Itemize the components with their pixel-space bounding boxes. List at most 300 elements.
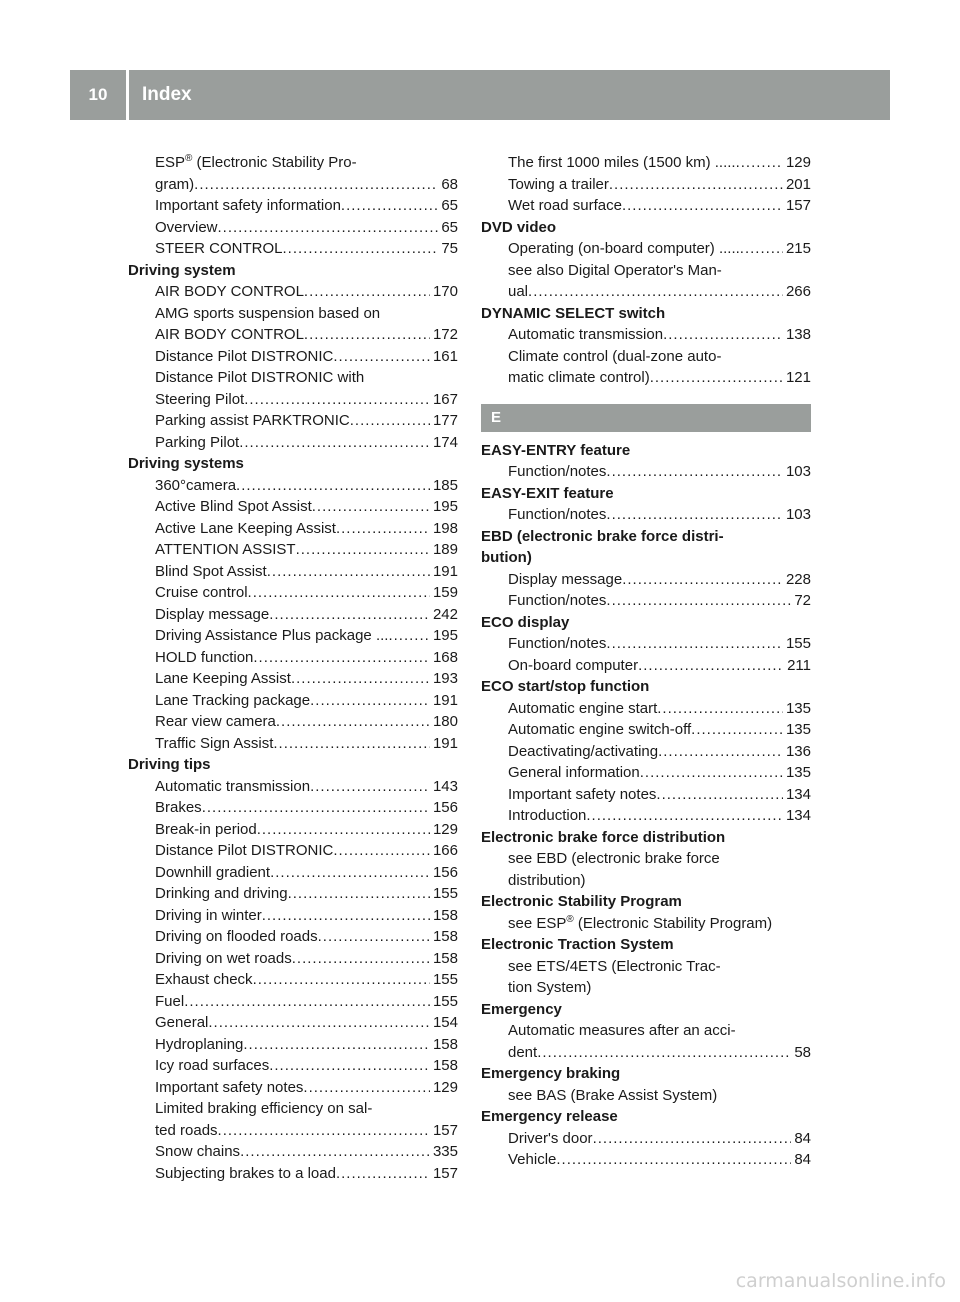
index-heading: Electronic Stability Program [481, 893, 682, 910]
see-reference[interactable]: see BAS (Brake Assist System) [508, 1086, 718, 1104]
page-ref[interactable]: 154 [432, 1014, 458, 1031]
entry-text: AIR BODY CONTROL [155, 326, 304, 343]
page-ref[interactable]: 166 [432, 842, 458, 859]
entry-text: STEER CONTROL [155, 240, 283, 257]
entry-text: matic climate control) [508, 369, 650, 386]
dot-leader [269, 1055, 430, 1077]
page-ref[interactable]: 193 [432, 670, 458, 687]
dot-leader [292, 948, 430, 970]
entry-text: Display message [508, 570, 623, 588]
dot-leader [336, 1163, 430, 1185]
page-ref[interactable]: 155 [785, 635, 811, 652]
page-ref[interactable]: 266 [785, 283, 811, 300]
page-ref[interactable]: 198 [432, 519, 458, 537]
index-entry-text: Limited braking efficiency on sal- [155, 1100, 373, 1117]
page-ref[interactable]: 228 [785, 570, 811, 588]
index-entry[interactable] [155, 1055, 458, 1077]
entry-text: Automatic transmission [155, 777, 311, 795]
page-ref[interactable]: 157 [432, 1164, 458, 1182]
index-entry[interactable] [155, 539, 458, 561]
index-entry[interactable] [508, 174, 811, 196]
index-entry[interactable] [155, 883, 458, 905]
index-entry[interactable] [508, 698, 811, 720]
index-entry[interactable] [508, 1042, 811, 1064]
index-entry[interactable] [155, 518, 458, 540]
entry-text: Driving on wet roads [155, 949, 292, 967]
see-reference[interactable]: distribution) [508, 871, 586, 889]
index-entry-text [155, 152, 458, 174]
entry-text: Introduction [508, 807, 587, 824]
index-entry[interactable] [155, 582, 458, 604]
dot-leader [606, 590, 791, 612]
page-ref[interactable]: 103 [785, 506, 811, 523]
page-ref[interactable]: 156 [432, 863, 458, 881]
entry-text: Vehicle [508, 1151, 557, 1168]
dot-leader [650, 367, 783, 389]
dot-leader [244, 389, 430, 411]
dot-leader [262, 905, 430, 927]
page-ref[interactable]: 170 [432, 283, 458, 300]
index-entry[interactable] [155, 797, 458, 819]
entry-text: Parking assist PARKTRONIC [155, 412, 350, 429]
dot-leader [248, 582, 430, 604]
index-entry[interactable] [508, 762, 811, 784]
dot-leader [270, 862, 430, 884]
dot-leader [528, 281, 783, 303]
index-group-driving-systems [128, 475, 458, 755]
page-ref[interactable]: 65 [441, 197, 458, 214]
index-entry[interactable] [155, 948, 458, 970]
entry-text: Drinking and driving [155, 885, 288, 902]
entry-text: Driving Assistance Plus package ... [155, 627, 389, 644]
index-entry[interactable] [155, 625, 458, 647]
index-entry-text: AMG sports suspension based on [155, 304, 381, 322]
dot-leader [336, 518, 430, 540]
page-ref[interactable]: 157 [785, 197, 811, 214]
page-ref[interactable]: 134 [785, 785, 811, 803]
index-heading: Driving tips [128, 756, 211, 773]
index-entry[interactable] [155, 905, 458, 927]
page-ref[interactable]: 84 [794, 1129, 811, 1147]
index-entry[interactable] [155, 324, 458, 346]
entry-text: Distance Pilot DISTRONIC [155, 347, 334, 365]
entry-text: Automatic engine start [508, 699, 658, 717]
entry-text: Deactivating/activating [508, 742, 659, 760]
index-group-emergency-release [481, 1128, 811, 1171]
index-entry[interactable] [155, 862, 458, 884]
dot-leader [736, 152, 783, 174]
index-entry[interactable] [155, 174, 458, 196]
page-ref[interactable]: 68 [441, 175, 458, 193]
entry-text: 360°camera [155, 476, 237, 494]
entry-text: Rear view camera [155, 713, 276, 730]
entry-text: ATTENTION ASSIST [155, 541, 296, 558]
entry-text: AIR BODY CONTROL [155, 283, 304, 300]
index-entry[interactable] [155, 604, 458, 626]
page-ref[interactable]: 242 [432, 605, 458, 623]
page-ref[interactable]: 65 [441, 218, 458, 236]
index-group-dynamic-select [481, 324, 811, 389]
page-ref[interactable]: 201 [785, 175, 811, 193]
index-entry[interactable] [155, 819, 458, 841]
entry-text: Important safety notes [155, 1078, 304, 1096]
index-heading: ECO start/stop function [481, 678, 650, 695]
index-group-continued [481, 152, 811, 217]
entry-text: Steering Pilot [155, 390, 245, 408]
dot-leader [218, 217, 439, 239]
index-group-driving-system [128, 281, 458, 453]
page-ref[interactable]: 155 [432, 992, 458, 1010]
index-group-emergency [481, 1020, 811, 1063]
index-heading: Emergency [481, 1000, 562, 1018]
index-entry[interactable] [508, 719, 811, 741]
entry-text: Important safety notes [508, 785, 657, 803]
page-ref[interactable]: 177 [432, 412, 458, 429]
dot-leader [663, 324, 783, 346]
page-ref[interactable]: 138 [785, 326, 811, 343]
page-ref[interactable]: 136 [785, 742, 811, 760]
watermark: carmanualsonline.info [735, 1270, 946, 1292]
see-reference[interactable]: see EBD (electronic brake force [508, 850, 720, 867]
dot-leader [388, 625, 430, 647]
index-entry-text: Automatic measures after an acci- [508, 1022, 736, 1039]
index-entry[interactable] [155, 1012, 458, 1034]
dot-leader [350, 410, 430, 432]
dot-leader [236, 475, 430, 497]
index-entry[interactable] [155, 475, 458, 497]
dot-leader [303, 1077, 430, 1099]
page-number: 10 [88, 85, 108, 104]
index-entry[interactable] [155, 496, 458, 518]
see-reference[interactable]: see ETS/4ETS (Electronic Trac- [508, 957, 721, 975]
dot-leader [296, 539, 430, 561]
page-ref[interactable]: 195 [432, 498, 458, 515]
dot-leader [273, 733, 430, 755]
index-entry[interactable] [508, 504, 811, 526]
index-entry[interactable] [508, 324, 811, 346]
page-ref[interactable]: 191 [432, 734, 458, 752]
index-entry[interactable] [155, 711, 458, 733]
dot-leader [253, 647, 430, 669]
page-ref[interactable]: 172 [432, 326, 458, 343]
index-entry-text: Distance Pilot DISTRONIC with [155, 369, 365, 386]
dot-leader [333, 346, 430, 368]
index-entry[interactable] [155, 389, 458, 411]
entry-text: Distance Pilot DISTRONIC [155, 842, 334, 859]
page-ref[interactable]: 191 [432, 691, 458, 709]
index-entry[interactable] [155, 776, 458, 798]
index-group-traction-system [481, 956, 811, 999]
entry-text: ual [508, 283, 529, 300]
index-entry[interactable] [508, 281, 811, 303]
page-ref[interactable]: 129 [785, 154, 811, 171]
entry-text: Break-in period [155, 820, 257, 838]
entry-text: Downhill gradient [155, 863, 271, 881]
entry-text: ted roads [155, 1121, 218, 1139]
entry-list [155, 1141, 458, 1184]
entry-text: Blind Spot Assist [155, 562, 267, 580]
index-entry[interactable] [155, 432, 458, 454]
entry-text: Function/notes [508, 635, 607, 652]
index-group-esp [128, 152, 458, 260]
page-ref[interactable]: 155 [432, 885, 458, 902]
index-heading: bution) [481, 549, 532, 566]
index-entry[interactable] [155, 969, 458, 991]
entry-text: Automatic transmission [508, 326, 664, 343]
index-entry[interactable] [508, 741, 811, 763]
index-entry[interactable] [155, 1141, 458, 1163]
index-heading: Emergency release [481, 1108, 618, 1125]
index-entry[interactable] [155, 561, 458, 583]
page-ref[interactable]: 161 [432, 347, 458, 365]
entry-text: Overview [155, 218, 218, 236]
entry-text: General information [508, 764, 640, 781]
index-entry[interactable] [155, 281, 458, 303]
index-entry[interactable] [155, 668, 458, 690]
index-entry[interactable] [508, 569, 811, 591]
index-entry[interactable] [508, 1128, 811, 1150]
page-ref[interactable]: 135 [785, 699, 811, 717]
index-heading: DYNAMIC SELECT switch [481, 304, 666, 322]
index-group-eco-display [481, 633, 811, 676]
dot-leader [640, 762, 783, 784]
entry-text: see ESP [508, 914, 567, 932]
index-entry[interactable] [155, 926, 458, 948]
index-entry[interactable] [155, 217, 458, 239]
dot-leader [184, 991, 430, 1013]
dot-leader [288, 883, 430, 905]
index-heading: Electronic brake force distribution [481, 828, 726, 846]
entry-text: HOLD function [155, 648, 254, 666]
entry-text: Active Lane Keeping Assist [155, 519, 336, 537]
entry-text: Function/notes [508, 506, 607, 523]
entry-text: Brakes [155, 799, 202, 816]
dot-leader [239, 432, 430, 454]
page-ref[interactable]: 185 [432, 476, 458, 494]
index-heading: Electronic Traction System [481, 936, 674, 953]
page-header [70, 70, 890, 120]
dot-leader [304, 281, 430, 303]
entry-text: Hydroplaning [155, 1035, 244, 1053]
registered-mark: ® [185, 153, 193, 164]
page-ref[interactable]: 135 [785, 721, 811, 738]
index-group-ebd [481, 569, 811, 612]
index-entry[interactable] [508, 784, 811, 806]
page-ref[interactable]: 135 [785, 764, 811, 781]
index-entry[interactable] [155, 647, 458, 669]
entry-text: Driving in winter [155, 906, 262, 924]
page-ref[interactable]: 158 [432, 949, 458, 967]
dot-leader [638, 655, 784, 677]
entry-text: Display message [155, 605, 270, 623]
index-heading: EBD (electronic brake force distri- [481, 527, 724, 545]
dot-leader [656, 784, 783, 806]
dot-leader [267, 561, 430, 583]
dot-leader [606, 504, 783, 526]
index-heading: Emergency braking [481, 1065, 621, 1082]
dot-leader [291, 668, 430, 690]
page-ref[interactable]: 157 [432, 1121, 458, 1139]
entry-text: gram) [155, 175, 195, 193]
dot-leader [537, 1042, 791, 1064]
page-ref[interactable]: 174 [432, 433, 458, 451]
index-entry[interactable] [155, 840, 458, 862]
entry-text: Automatic engine switch-off [508, 721, 692, 738]
dot-leader [740, 238, 783, 260]
entry-text: (Electronic Stability Program) [573, 914, 773, 932]
page-ref[interactable]: 168 [432, 648, 458, 666]
entry-text: Driving on flooded roads [155, 928, 318, 945]
page-ref[interactable]: 159 [432, 584, 458, 601]
page-ref[interactable]: 158 [432, 906, 458, 924]
index-group-eco-start-stop [481, 698, 811, 827]
entry-text: Fuel [155, 992, 185, 1010]
index-entry[interactable] [508, 461, 811, 483]
page-ref[interactable]: 75 [441, 240, 458, 257]
entry-text: ESP [155, 154, 186, 171]
page-ref[interactable]: 134 [785, 807, 811, 824]
index-entry[interactable] [508, 152, 811, 174]
page-ref[interactable]: 156 [432, 799, 458, 816]
index-entry[interactable] [155, 1120, 458, 1142]
entry-text: General [155, 1014, 209, 1031]
page-ref[interactable]: 121 [785, 369, 811, 386]
page-ref[interactable]: 58 [794, 1043, 811, 1061]
index-entry[interactable] [155, 690, 458, 712]
entry-text: Lane Keeping Assist [155, 670, 291, 687]
dot-leader [202, 797, 430, 819]
entry-text: The first 1000 miles (1500 km) ..... [508, 154, 736, 171]
entry-text: Wet road surface [508, 197, 622, 214]
entry-text: Operating (on-board computer) ..... [508, 240, 740, 257]
dot-leader [609, 174, 783, 196]
index-heading: ECO display [481, 613, 570, 631]
page-ref[interactable]: 335 [432, 1143, 458, 1160]
index-entry[interactable] [508, 805, 811, 827]
entry-text: Exhaust check [155, 971, 253, 988]
index-entry[interactable] [508, 1149, 811, 1171]
page-ref[interactable]: 103 [785, 463, 811, 480]
index-entry[interactable] [508, 195, 811, 217]
dot-leader [622, 195, 783, 217]
page-ref[interactable]: 129 [432, 1078, 458, 1096]
index-entry[interactable] [155, 991, 458, 1013]
page-ref[interactable]: 195 [432, 627, 458, 644]
index-heading: DVD video [481, 218, 557, 236]
index-column-left [128, 152, 458, 1184]
dot-leader [556, 1149, 791, 1171]
dot-leader [257, 819, 430, 841]
entry-text: Active Blind Spot Assist [155, 498, 312, 515]
dot-leader [606, 633, 783, 655]
index-group-easy-exit [481, 504, 811, 526]
index-entry-text: see also Digital Operator's Man- [508, 261, 722, 279]
dot-leader [269, 604, 430, 626]
index-entry[interactable] [508, 238, 811, 260]
index-entry[interactable] [508, 590, 811, 612]
dot-leader [312, 496, 430, 518]
page-ref[interactable]: 129 [432, 820, 458, 838]
index-entry[interactable] [155, 410, 458, 432]
dot-leader [304, 324, 430, 346]
page-ref[interactable]: 180 [432, 713, 458, 730]
dot-leader [622, 569, 783, 591]
dot-leader [310, 776, 430, 798]
index-entry[interactable] [155, 733, 458, 755]
dot-leader [318, 926, 430, 948]
index-entry[interactable] [155, 1034, 458, 1056]
dot-leader [208, 1012, 430, 1034]
page-ref[interactable]: 167 [432, 390, 458, 408]
page-title: Index [142, 84, 192, 105]
index-entry[interactable] [155, 1077, 458, 1099]
index-entry[interactable] [155, 346, 458, 368]
index-group-brake-force [481, 848, 811, 891]
entry-text: Traffic Sign Assist [155, 734, 274, 752]
entry-text: Function/notes [508, 592, 607, 609]
page-ref[interactable]: 72 [794, 592, 811, 609]
page-ref[interactable]: 158 [432, 928, 458, 945]
entry-text: Subjecting brakes to a load [155, 1164, 336, 1182]
entry-text: Cruise control [155, 584, 248, 601]
index-entry[interactable] [155, 1163, 458, 1185]
page-ref[interactable]: 155 [432, 971, 458, 988]
see-reference[interactable] [508, 913, 811, 935]
index-heading: EASY-EXIT feature [481, 484, 614, 502]
index-column-right [481, 152, 811, 1171]
index-heading: EASY-ENTRY feature [481, 441, 631, 459]
index-entry[interactable] [508, 633, 811, 655]
page-ref[interactable]: 158 [432, 1035, 458, 1053]
page-ref[interactable]: 189 [432, 541, 458, 558]
entry-text: Parking Pilot [155, 433, 240, 451]
page-ref[interactable]: 84 [794, 1151, 811, 1168]
index-entry[interactable] [508, 367, 811, 389]
page-ref[interactable]: 191 [432, 562, 458, 580]
index-entry[interactable] [508, 655, 811, 677]
entry-text: On-board computer [508, 656, 639, 674]
registered-mark: ® [566, 913, 574, 925]
dot-leader [240, 1141, 430, 1163]
letter-section-bar: E [481, 404, 811, 432]
dot-leader [333, 840, 430, 862]
page-ref[interactable]: 158 [432, 1057, 458, 1074]
dot-leader [341, 195, 438, 217]
dot-leader [218, 1120, 430, 1142]
page-ref[interactable]: 211 [787, 656, 811, 674]
index-entry[interactable] [155, 195, 458, 217]
dot-leader [253, 969, 430, 991]
see-reference[interactable]: tion System) [508, 979, 592, 996]
index-entry-text: Climate control (dual-zone auto- [508, 347, 722, 365]
entry-text: Lane Tracking package [155, 691, 311, 709]
entry-text: Snow chains [155, 1143, 241, 1160]
index-heading: Driving system [128, 261, 236, 279]
entry-text: Function/notes [508, 463, 607, 480]
index-group-dvd [481, 238, 811, 303]
dot-leader [658, 741, 783, 763]
dot-leader [586, 805, 783, 827]
page-ref[interactable]: 215 [785, 240, 811, 257]
page-ref[interactable]: 143 [432, 777, 458, 795]
header-divider [126, 70, 129, 120]
dot-leader [243, 1034, 430, 1056]
index-group-stability-program [481, 913, 811, 935]
entry-text: Towing a trailer [508, 175, 609, 193]
dot-leader [606, 461, 783, 483]
index-entry[interactable] [155, 238, 458, 260]
dot-leader [276, 711, 430, 733]
